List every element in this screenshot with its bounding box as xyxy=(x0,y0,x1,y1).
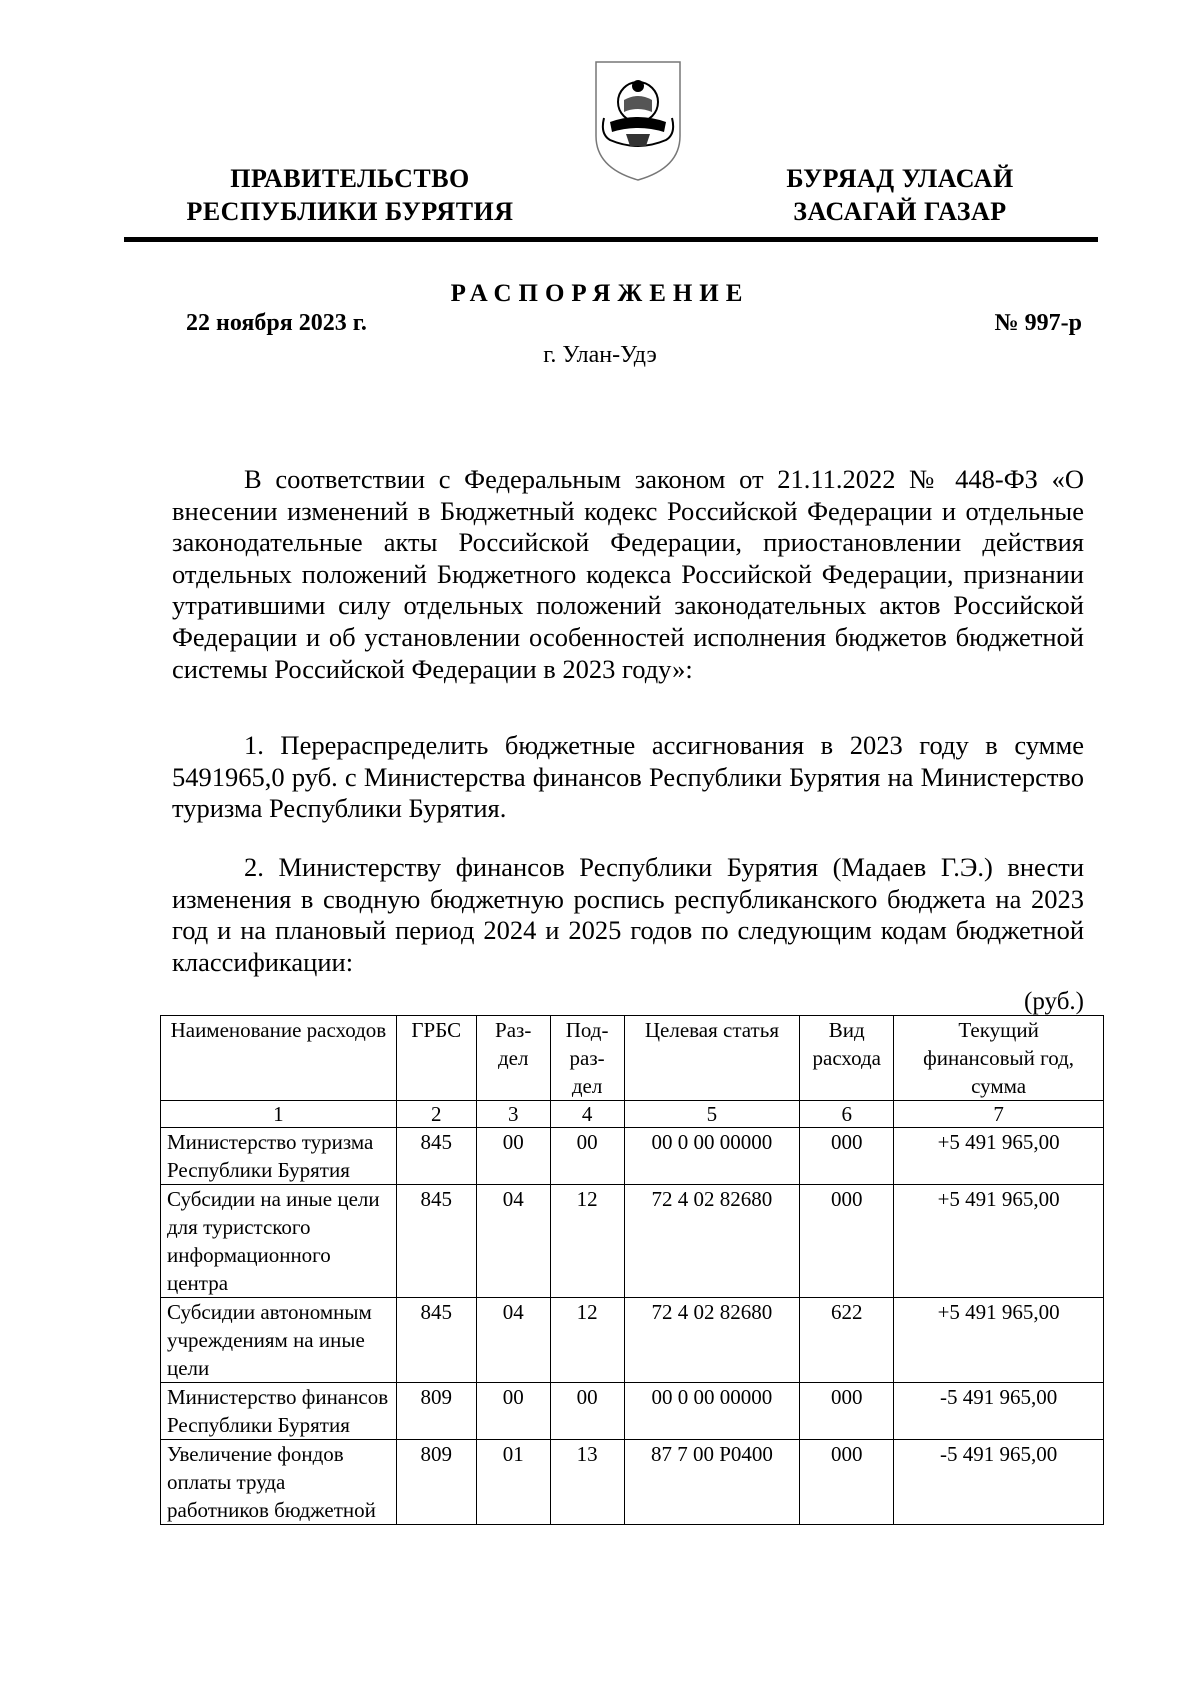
issuer-name-bua xyxy=(740,162,1060,228)
row-name: Субсидии автономным учреждениям на иные цели xyxy=(161,1298,397,1383)
document-date: 22 ноября 2023 г. xyxy=(186,310,367,336)
row-razdel: 04 xyxy=(476,1298,550,1383)
header-razdel: Раз-дел xyxy=(476,1016,550,1101)
column-number: 4 xyxy=(550,1101,624,1128)
item-1-paragraph xyxy=(172,730,1084,825)
header-vid: Вид расхода xyxy=(800,1016,894,1101)
preamble-text: В соответствии с Федеральным законом от 21.11.2022 № 448-ФЗ «О внесении изменений в Бюджетный кодекс Российской Федерации и отдельные законодательные акты Российской Федерации, приостановлении действия отдельных положений Бюджетного кодекса Российской Федерации, признании утратившими силу отдельных положений законодательных актов Российской Федерации и об установлении особенностей исполнения бюджетов бюджетной системы Российской Федерации в 2023 году»: xyxy=(172,464,1084,684)
preamble-paragraph xyxy=(172,464,1084,685)
column-number-row xyxy=(161,1101,1104,1128)
budget-table xyxy=(160,1015,1104,1525)
table-row xyxy=(161,1383,1104,1440)
row-vid: 000 xyxy=(800,1383,894,1440)
column-number: 5 xyxy=(624,1101,800,1128)
row-vid: 000 xyxy=(800,1440,894,1525)
row-podrazdel: 12 xyxy=(550,1298,624,1383)
row-podrazdel: 00 xyxy=(550,1383,624,1440)
row-vid: 622 xyxy=(800,1298,894,1383)
column-number: 3 xyxy=(476,1101,550,1128)
row-vid: 000 xyxy=(800,1185,894,1298)
row-razdel: 00 xyxy=(476,1128,550,1185)
document-number: № 997-р xyxy=(994,310,1082,336)
coat-of-arms-icon xyxy=(590,56,686,184)
issuer-line-2: РЕСПУБЛИКИ БУРЯТИЯ xyxy=(186,197,514,226)
header-name: Наименование расходов xyxy=(161,1016,397,1101)
row-sum: +5 491 965,00 xyxy=(894,1298,1104,1383)
row-podrazdel: 13 xyxy=(550,1440,624,1525)
document-city: г. Улан-Удэ xyxy=(543,342,657,368)
issuer-name-ru xyxy=(170,162,530,228)
issuer-line-2: ЗАСАГАЙ ГАЗАР xyxy=(793,197,1007,226)
row-vid: 000 xyxy=(800,1128,894,1185)
row-article: 72 4 02 82680 xyxy=(624,1185,800,1298)
row-name: Министерство финансов Республики Бурятия xyxy=(161,1383,397,1440)
row-razdel: 00 xyxy=(476,1383,550,1440)
row-grbs: 809 xyxy=(396,1383,476,1440)
row-name: Увеличение фондов оплаты труда работников бюджетной xyxy=(161,1440,397,1525)
row-podrazdel: 00 xyxy=(550,1128,624,1185)
row-razdel: 01 xyxy=(476,1440,550,1525)
row-grbs: 845 xyxy=(396,1298,476,1383)
row-podrazdel: 12 xyxy=(550,1185,624,1298)
row-article: 87 7 00 Р0400 xyxy=(624,1440,800,1525)
item-1-text: 1. Перераспределить бюджетные ассигнования в 2023 году в сумме 5491965,0 руб. с Министерства финансов Республики Бурятия на Министерство туризма Республики Бурятия. xyxy=(172,730,1084,824)
table-row xyxy=(161,1185,1104,1298)
row-razdel: 04 xyxy=(476,1185,550,1298)
header-article: Целевая статья xyxy=(624,1016,800,1101)
table-row xyxy=(161,1298,1104,1383)
column-number: 1 xyxy=(161,1101,397,1128)
issuer-line-1: ПРАВИТЕЛЬСТВО xyxy=(230,164,470,193)
item-2-text: 2. Министерству финансов Республики Бурятия (Мадаев Г.Э.) внести изменения в сводную бюджетную роспись республиканского бюджета на 2023 год и на плановый период 2024 и 2025 годов по следующим кодам бюджетной классификации: xyxy=(172,852,1084,977)
row-sum: -5 491 965,00 xyxy=(894,1440,1104,1525)
row-grbs: 809 xyxy=(396,1440,476,1525)
issuer-line-1: БУРЯАД УЛАСАЙ xyxy=(786,164,1014,193)
row-article: 00 0 00 00000 xyxy=(624,1383,800,1440)
row-grbs: 845 xyxy=(396,1128,476,1185)
row-name: Министерство туризма Республики Бурятия xyxy=(161,1128,397,1185)
row-article: 72 4 02 82680 xyxy=(624,1298,800,1383)
row-sum: -5 491 965,00 xyxy=(894,1383,1104,1440)
row-article: 00 0 00 00000 xyxy=(624,1128,800,1185)
table-row xyxy=(161,1128,1104,1185)
document-title: РАСПОРЯЖЕНИЕ xyxy=(450,280,750,307)
row-sum: +5 491 965,00 xyxy=(894,1185,1104,1298)
column-number: 2 xyxy=(396,1101,476,1128)
row-grbs: 845 xyxy=(396,1185,476,1298)
column-number: 7 xyxy=(894,1101,1104,1128)
currency-unit: (руб.) xyxy=(1024,988,1084,1015)
header-podrazdel: Под-раз-дел xyxy=(550,1016,624,1101)
row-sum: +5 491 965,00 xyxy=(894,1128,1104,1185)
table-row xyxy=(161,1440,1104,1525)
header-divider xyxy=(124,237,1098,242)
header-grbs: ГРБС xyxy=(396,1016,476,1101)
table-header-row xyxy=(161,1016,1104,1101)
column-number: 6 xyxy=(800,1101,894,1128)
row-name: Субсидии на иные цели для туристского информационного центра xyxy=(161,1185,397,1298)
item-2-paragraph xyxy=(172,852,1084,978)
header-sum: Текущий финансовый год, сумма xyxy=(894,1016,1104,1101)
budget-table-container xyxy=(160,1015,1104,1595)
